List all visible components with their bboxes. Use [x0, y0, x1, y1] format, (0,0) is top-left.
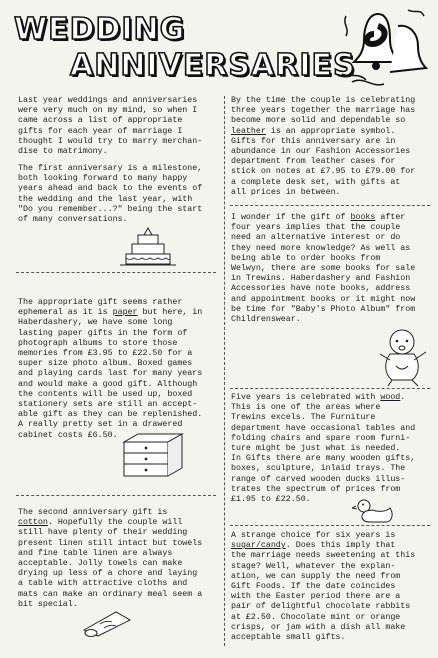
col2-p2: [231, 213, 415, 325]
divider: [16, 495, 216, 496]
towel-roll-icon: [78, 608, 136, 638]
wedding-cake-icon: [118, 226, 178, 268]
col2-p1: [231, 96, 415, 198]
keyword-wood: wood: [380, 393, 401, 402]
col2-p2-text-b: after four years implies that the couple need an alternative interest or do they need more knowledge? As well as being able to order books from Welwyn, there are some books for sale in Trewins. Haberdashery and Fashion Accessories have note books, address and appointment books or it might now be time for "Baby's Photo Album" from Childrenswear.: [231, 213, 416, 325]
col2-p1-text-a: By the time the couple is celebrating three years together the marriage has become more solid and dependable so: [231, 96, 416, 126]
divider: [16, 272, 216, 273]
col2-p3-text-b: . This is one of the areas where Trewins excels. The Furniture department have occasional tables and folding chairs and spare room furni- ture might be just what is needed. In Gifts there are many wooden gifts, boxes, sculpture, inlaid trays. The range of carved wooden ducks illus- trates the spectrum of prices from £1.95 to £22.50.: [231, 393, 416, 505]
keyword-sugar-candy: sugar/candy: [231, 541, 286, 551]
drawer-cabinet-icon: [118, 432, 188, 480]
col2-p4-text-a: A strange choice for six years is: [231, 531, 396, 540]
col2-p1-text-b: is an appropriate symbol. Gifts for this anniversary are in abundance in our Fashion Accessories department from leather cases for stick on notes at £7.95 to £79.00 for a complete desk set, with gifts at all prices in between.: [231, 126, 416, 197]
col2-p4: [231, 531, 415, 643]
col1-p3-text-a: The appropriate gift seems rather ephemeral as it is: [18, 298, 183, 318]
column-divider: [224, 96, 225, 646]
divider: [230, 525, 430, 526]
bells-icon: [338, 4, 430, 96]
col1-p4-text-b: . Hopefully the couple will still have plenty of their wedding present linen still intact but towels and fine table linen are always acceptable. Jolly towels can make drying up less of a chore and laying a table with attractive cloths and mats can make an ordinary meal seem a bit special.: [18, 518, 203, 609]
keyword-books: books: [350, 213, 376, 222]
col1-p4: [18, 508, 202, 610]
duck-icon: [352, 496, 394, 526]
col2-p4-text-b: . Does this imply that the marriage needs sweetening at this stage? Well, whatever the explan- ation, we can supply the need from Gift Foods. If the date coincides with the Easter period there are a pair of delightful chocolate rabbits at £2.50. Chocolate mint or orange crisps, or jam with a dish all make acceptable small gifts.: [231, 541, 416, 643]
col2-p3-text-a: Five years is celebrated with: [231, 393, 381, 402]
col1-p3: [18, 298, 202, 441]
divider: [230, 388, 430, 389]
col1-p2: The first anniversary is a milestone, both looking forward to many happy years ahead and back to the events of the wedding and the last year, with "Do you remember...?" being the start of many conversations.: [18, 164, 203, 225]
col2-p2-text-a: I wonder if the gift of: [231, 213, 351, 222]
baby-icon: [376, 326, 432, 388]
col1-p4-text-a: The second anniversary gift is: [18, 508, 168, 517]
keyword-cotton: cotton: [18, 518, 48, 528]
title-line-1: WEDDING: [14, 12, 186, 47]
divider: [230, 205, 430, 206]
title-line-2: ANNIVERSARIES: [70, 48, 356, 83]
keyword-leather: leather: [231, 126, 266, 136]
keyword-paper: paper: [112, 308, 138, 318]
col1-p1: Last year weddings and anniversaries were very much on my mind, so when I came across a list of appropriate gifts for each year of marriage I thought I would try to marry merchan- dise to matrimony.: [18, 96, 203, 157]
col1-p3-text-b: but here, in Haberdashery, we have some long lasting paper gifts in the form of photograph albums to store those memories from £3.95 to £22.50 for a super size photo album. Boxed games and playing cards last for many years and would make a good gift. Although the contents will be used up, boxed stationery sets are still an accept- able gift as they can be replenished. A really pretty set in a drawered cabinet costs £6.50.: [18, 308, 203, 440]
col2-p3: [231, 393, 415, 505]
